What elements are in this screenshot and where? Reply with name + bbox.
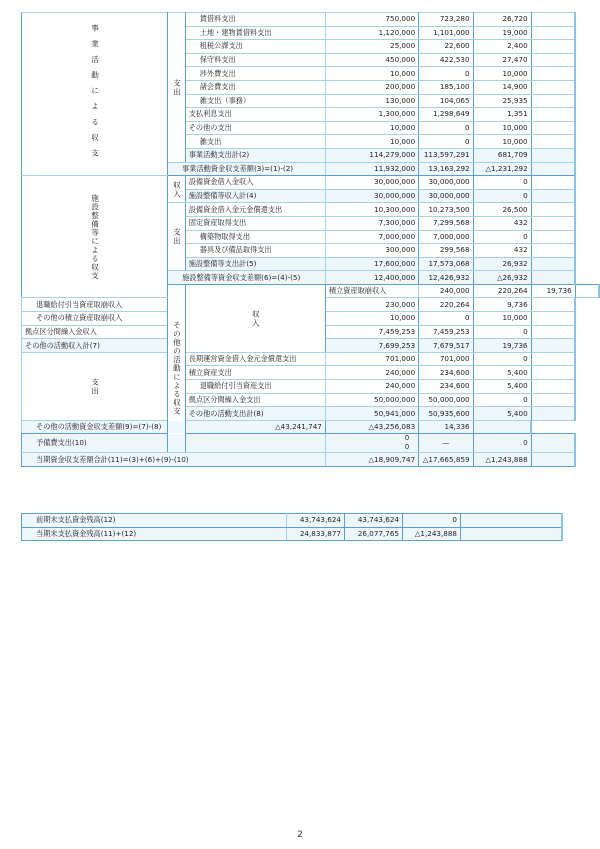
budget-cell: 10,000 bbox=[325, 121, 418, 135]
balance-row bbox=[22, 527, 562, 541]
remarks-cell bbox=[531, 94, 575, 108]
actual-cell: 7,299,568 bbox=[419, 216, 473, 230]
actual-cell: 30,000,000 bbox=[419, 189, 473, 203]
row-label: 退職給付引当資産支出 bbox=[185, 380, 325, 394]
diff-cell: 681,709 bbox=[473, 148, 531, 162]
remarks-cell bbox=[531, 26, 575, 40]
actual-cell: 0 bbox=[419, 135, 473, 149]
budget-cell: 230,000 bbox=[325, 298, 418, 312]
remarks-cell bbox=[531, 67, 575, 81]
row-label: その他の活動支出計(8) bbox=[185, 407, 325, 421]
remarks-cell bbox=[531, 176, 575, 190]
remarks-cell bbox=[531, 121, 575, 135]
remarks-cell bbox=[531, 13, 575, 27]
budget-cell bbox=[325, 434, 418, 453]
actual-cell: 234,600 bbox=[419, 366, 473, 380]
diff-cell: 0 bbox=[473, 189, 531, 203]
budget-cell: 12,400,000 bbox=[325, 271, 418, 285]
row-label: その他の積立資産取崩収入 bbox=[22, 312, 168, 326]
remarks-cell bbox=[531, 40, 575, 54]
actual-cell: △17,665,859 bbox=[419, 453, 473, 467]
actual-cell: 299,568 bbox=[419, 244, 473, 258]
row-label: 予備費支出(10) bbox=[22, 434, 326, 453]
budget-cell: 7,300,000 bbox=[325, 216, 418, 230]
remarks-cell bbox=[461, 527, 562, 541]
diff-cell: 2,400 bbox=[473, 40, 531, 54]
budget-cell: 17,600,000 bbox=[325, 257, 418, 271]
remarks-cell bbox=[531, 80, 575, 94]
row-label: 保守料支出 bbox=[185, 53, 325, 67]
diff-cell: 19,000 bbox=[473, 26, 531, 40]
row-label: 土地・建物賃借料支出 bbox=[185, 26, 325, 40]
remarks-cell bbox=[531, 339, 575, 353]
diff-cell: 0 bbox=[473, 176, 531, 190]
reserve-budget-bottom: 0 bbox=[404, 443, 410, 452]
diff-cell: 10,000 bbox=[473, 67, 531, 81]
actual-cell: △43,256,083 bbox=[325, 420, 418, 434]
diff-cell: 26,500 bbox=[473, 203, 531, 217]
actual-cell: 22,600 bbox=[419, 40, 473, 54]
budget-cell: 200,000 bbox=[325, 80, 418, 94]
row-label: 構築物取得支出 bbox=[185, 230, 325, 244]
remarks-cell bbox=[531, 108, 575, 122]
diff-cell: 26,932 bbox=[473, 257, 531, 271]
row-label: 退職給付引当資産取崩収入 bbox=[22, 298, 168, 312]
budget-cell: 114,279,000 bbox=[325, 148, 418, 162]
budget-cell: 10,000 bbox=[325, 135, 418, 149]
row-label: 賃借料支出 bbox=[185, 13, 325, 27]
row-label: 支払利息支出 bbox=[185, 108, 325, 122]
budget-cell: 240,000 bbox=[325, 366, 418, 380]
remarks-cell bbox=[531, 53, 575, 67]
diff-cell: 10,000 bbox=[473, 312, 531, 326]
remarks-cell bbox=[531, 189, 575, 203]
diff-cell: 14,336 bbox=[419, 420, 473, 434]
actual-cell: 0 bbox=[419, 312, 473, 326]
actual-cell: 113,597,291 bbox=[419, 148, 473, 162]
budget-cell: 24,833,877 bbox=[287, 527, 345, 541]
actual-cell: 50,000,000 bbox=[419, 393, 473, 407]
budget-cell: 10,300,000 bbox=[325, 203, 418, 217]
actual-cell: 43,743,624 bbox=[345, 514, 403, 528]
row-label: 租税公課支出 bbox=[185, 40, 325, 54]
diff-cell: 10,000 bbox=[473, 121, 531, 135]
actual-cell: 701,000 bbox=[419, 352, 473, 366]
remarks-cell bbox=[531, 203, 575, 217]
budget-cell: 30,000,000 bbox=[325, 176, 418, 190]
subsection-expense: 支出 bbox=[168, 203, 186, 271]
actual-cell: 13,163,292 bbox=[419, 162, 473, 176]
actual-cell: 7,459,253 bbox=[419, 325, 473, 339]
actual-cell: 1,298,649 bbox=[419, 108, 473, 122]
budget-cell: 7,699,253 bbox=[325, 339, 418, 353]
actual-cell: 723,280 bbox=[419, 13, 473, 27]
remarks-cell bbox=[531, 298, 575, 312]
diff-cell: 25,935 bbox=[473, 94, 531, 108]
diff-cell: 432 bbox=[473, 216, 531, 230]
budget-cell: 30,000,000 bbox=[325, 189, 418, 203]
actual-cell: 0 bbox=[419, 121, 473, 135]
subsection-expense: 支出 bbox=[22, 352, 168, 420]
subsection-expense: 支出 bbox=[168, 13, 186, 163]
row-label: その他の支出 bbox=[185, 121, 325, 135]
actual-cell: 1,101,000 bbox=[419, 26, 473, 40]
remarks-cell bbox=[531, 257, 575, 271]
remarks-cell bbox=[531, 434, 575, 453]
budget-cell: 450,000 bbox=[325, 53, 418, 67]
actual-cell: 30,000,000 bbox=[419, 176, 473, 190]
remarks-cell bbox=[531, 366, 575, 380]
row-label: 当期資金収支差額合計(11)=(3)+(6)+(9)-(10) bbox=[22, 453, 326, 467]
actual-cell: 50,935,600 bbox=[419, 407, 473, 421]
row-label: 事業活動資金収支差額(3)=(1)-(2) bbox=[168, 162, 326, 176]
actual-cell: 422,530 bbox=[419, 53, 473, 67]
budget-cell: 7,000,000 bbox=[325, 230, 418, 244]
diff-cell: 0 bbox=[403, 514, 461, 528]
row-label: 雑支出（事務） bbox=[185, 94, 325, 108]
reserve-row bbox=[22, 434, 600, 453]
actual-cell: 220,264 bbox=[419, 298, 473, 312]
row-label: その他の活動収入計(7) bbox=[22, 339, 168, 353]
grand-total-row bbox=[22, 453, 600, 467]
budget-cell: 701,000 bbox=[325, 352, 418, 366]
actual-cell: 220,264 bbox=[473, 284, 531, 298]
table-row bbox=[22, 176, 600, 190]
remarks-cell bbox=[531, 380, 575, 394]
budget-cell: 300,000 bbox=[325, 244, 418, 258]
actual-cell: 10,273,500 bbox=[419, 203, 473, 217]
budget-cell: 10,000 bbox=[325, 67, 418, 81]
row-label: 施設整備等収入計(4) bbox=[185, 189, 325, 203]
actual-cell: — bbox=[419, 434, 473, 453]
row-label: 長期運営資金借入金元金償還支出 bbox=[185, 352, 325, 366]
diff-cell: 0 bbox=[473, 434, 531, 453]
diff-cell: △1,231,292 bbox=[473, 162, 531, 176]
row-label: 諸会費支出 bbox=[185, 80, 325, 94]
diff-cell: 0 bbox=[473, 393, 531, 407]
budget-cell: 130,000 bbox=[325, 94, 418, 108]
budget-cell: 50,941,000 bbox=[325, 407, 418, 421]
budget-cell: 240,000 bbox=[419, 284, 473, 298]
row-label: 設備資金借入金収入 bbox=[185, 176, 325, 190]
diff-cell: 5,400 bbox=[473, 366, 531, 380]
diff-cell: 0 bbox=[473, 325, 531, 339]
budget-cell: 7,459,253 bbox=[325, 325, 418, 339]
row-label: 固定資産取得支出 bbox=[185, 216, 325, 230]
budget-cell: 43,743,624 bbox=[287, 514, 345, 528]
row-label: 設備資金借入金元金償還支出 bbox=[185, 203, 325, 217]
remarks-cell bbox=[531, 244, 575, 258]
remarks-cell bbox=[473, 420, 531, 434]
budget-cell: 10,000 bbox=[325, 312, 418, 326]
diff-cell: 5,400 bbox=[473, 380, 531, 394]
budget-cell: 25,000 bbox=[325, 40, 418, 54]
diff-cell: 1,351 bbox=[473, 108, 531, 122]
remarks-cell bbox=[531, 216, 575, 230]
actual-cell: 0 bbox=[419, 67, 473, 81]
balance-row bbox=[22, 514, 562, 528]
row-label: その他の活動資金収支差額(9)=(7)-(8) bbox=[22, 420, 186, 434]
table-row bbox=[22, 13, 600, 27]
row-label: 積立資産支出 bbox=[185, 366, 325, 380]
remarks-cell bbox=[575, 284, 599, 298]
row-label: 事業活動支出計(2) bbox=[185, 148, 325, 162]
remarks-cell bbox=[531, 393, 575, 407]
remarks-cell bbox=[461, 514, 562, 528]
diff-cell: △1,243,888 bbox=[473, 453, 531, 467]
diff-cell: 19,736 bbox=[531, 284, 575, 298]
balance-table bbox=[21, 513, 563, 541]
subsection-income: 収入 bbox=[168, 176, 186, 203]
row-label: 雑支出 bbox=[185, 135, 325, 149]
cash-flow-statement-table bbox=[21, 12, 600, 467]
row-label: 当期末支払資金残高(11)+(12) bbox=[22, 527, 287, 541]
diff-cell: 5,400 bbox=[473, 407, 531, 421]
row-label: 施設整備等支出計(5) bbox=[185, 257, 325, 271]
diff-cell: 26,720 bbox=[473, 13, 531, 27]
actual-cell: 26,077,765 bbox=[345, 527, 403, 541]
actual-cell: 234,600 bbox=[419, 380, 473, 394]
remarks-cell bbox=[531, 352, 575, 366]
diff-cell: 0 bbox=[473, 230, 531, 244]
actual-cell: 17,573,068 bbox=[419, 257, 473, 271]
diff-cell: 9,736 bbox=[473, 298, 531, 312]
actual-cell: 104,065 bbox=[419, 94, 473, 108]
remarks-cell bbox=[531, 135, 575, 149]
diff-cell: 27,470 bbox=[473, 53, 531, 67]
budget-cell: △18,909,747 bbox=[325, 453, 418, 467]
budget-cell: 1,300,000 bbox=[325, 108, 418, 122]
remarks-cell bbox=[531, 162, 575, 176]
remarks-cell bbox=[531, 407, 575, 421]
remarks-cell bbox=[531, 312, 575, 326]
diff-cell: △26,932 bbox=[473, 271, 531, 285]
budget-cell: 50,000,000 bbox=[325, 393, 418, 407]
remarks-cell bbox=[531, 271, 575, 285]
diff-cell: 14,900 bbox=[473, 80, 531, 94]
section-header-other: その他の活動による収支 bbox=[168, 284, 186, 453]
row-label: 施設整備等資金収支差額(6)=(4)-(5) bbox=[168, 271, 326, 285]
actual-cell: 12,426,932 bbox=[419, 271, 473, 285]
remarks-cell bbox=[531, 453, 575, 467]
budget-cell: 240,000 bbox=[325, 380, 418, 394]
diff-cell: △1,243,888 bbox=[403, 527, 461, 541]
budget-cell: 750,000 bbox=[325, 13, 418, 27]
diff-cell: 19,736 bbox=[473, 339, 531, 353]
actual-cell: 7,679,517 bbox=[419, 339, 473, 353]
diff-cell: 10,000 bbox=[473, 135, 531, 149]
remarks-cell bbox=[531, 230, 575, 244]
budget-cell: △43,241,747 bbox=[185, 420, 325, 434]
remarks-cell bbox=[531, 148, 575, 162]
subsection-income: 収入 bbox=[185, 284, 325, 352]
section-header-operating: 事業活動による収支 bbox=[22, 13, 168, 176]
actual-cell: 7,000,000 bbox=[419, 230, 473, 244]
row-label: 器具及び備品取得支出 bbox=[185, 244, 325, 258]
row-label: 拠点区分間繰入金収入 bbox=[22, 325, 168, 339]
budget-cell: 1,120,000 bbox=[325, 26, 418, 40]
row-label: 積立資産取崩収入 bbox=[325, 284, 418, 298]
diff-cell: 432 bbox=[473, 244, 531, 258]
budget-cell: 11,932,000 bbox=[325, 162, 418, 176]
reserve-budget-top: 0 bbox=[404, 434, 410, 443]
net-row bbox=[22, 420, 600, 434]
page-number: 2 bbox=[297, 830, 303, 840]
table-row bbox=[22, 352, 600, 366]
section-header-facility: 施設整備等による収支 bbox=[22, 176, 168, 298]
remarks-cell bbox=[531, 325, 575, 339]
row-label: 拠点区分間繰入金支出 bbox=[185, 393, 325, 407]
diff-cell: 0 bbox=[473, 352, 531, 366]
actual-cell: 185,100 bbox=[419, 80, 473, 94]
row-label: 前期末支払資金残高(12) bbox=[22, 514, 287, 528]
row-label: 渉外費支出 bbox=[185, 67, 325, 81]
